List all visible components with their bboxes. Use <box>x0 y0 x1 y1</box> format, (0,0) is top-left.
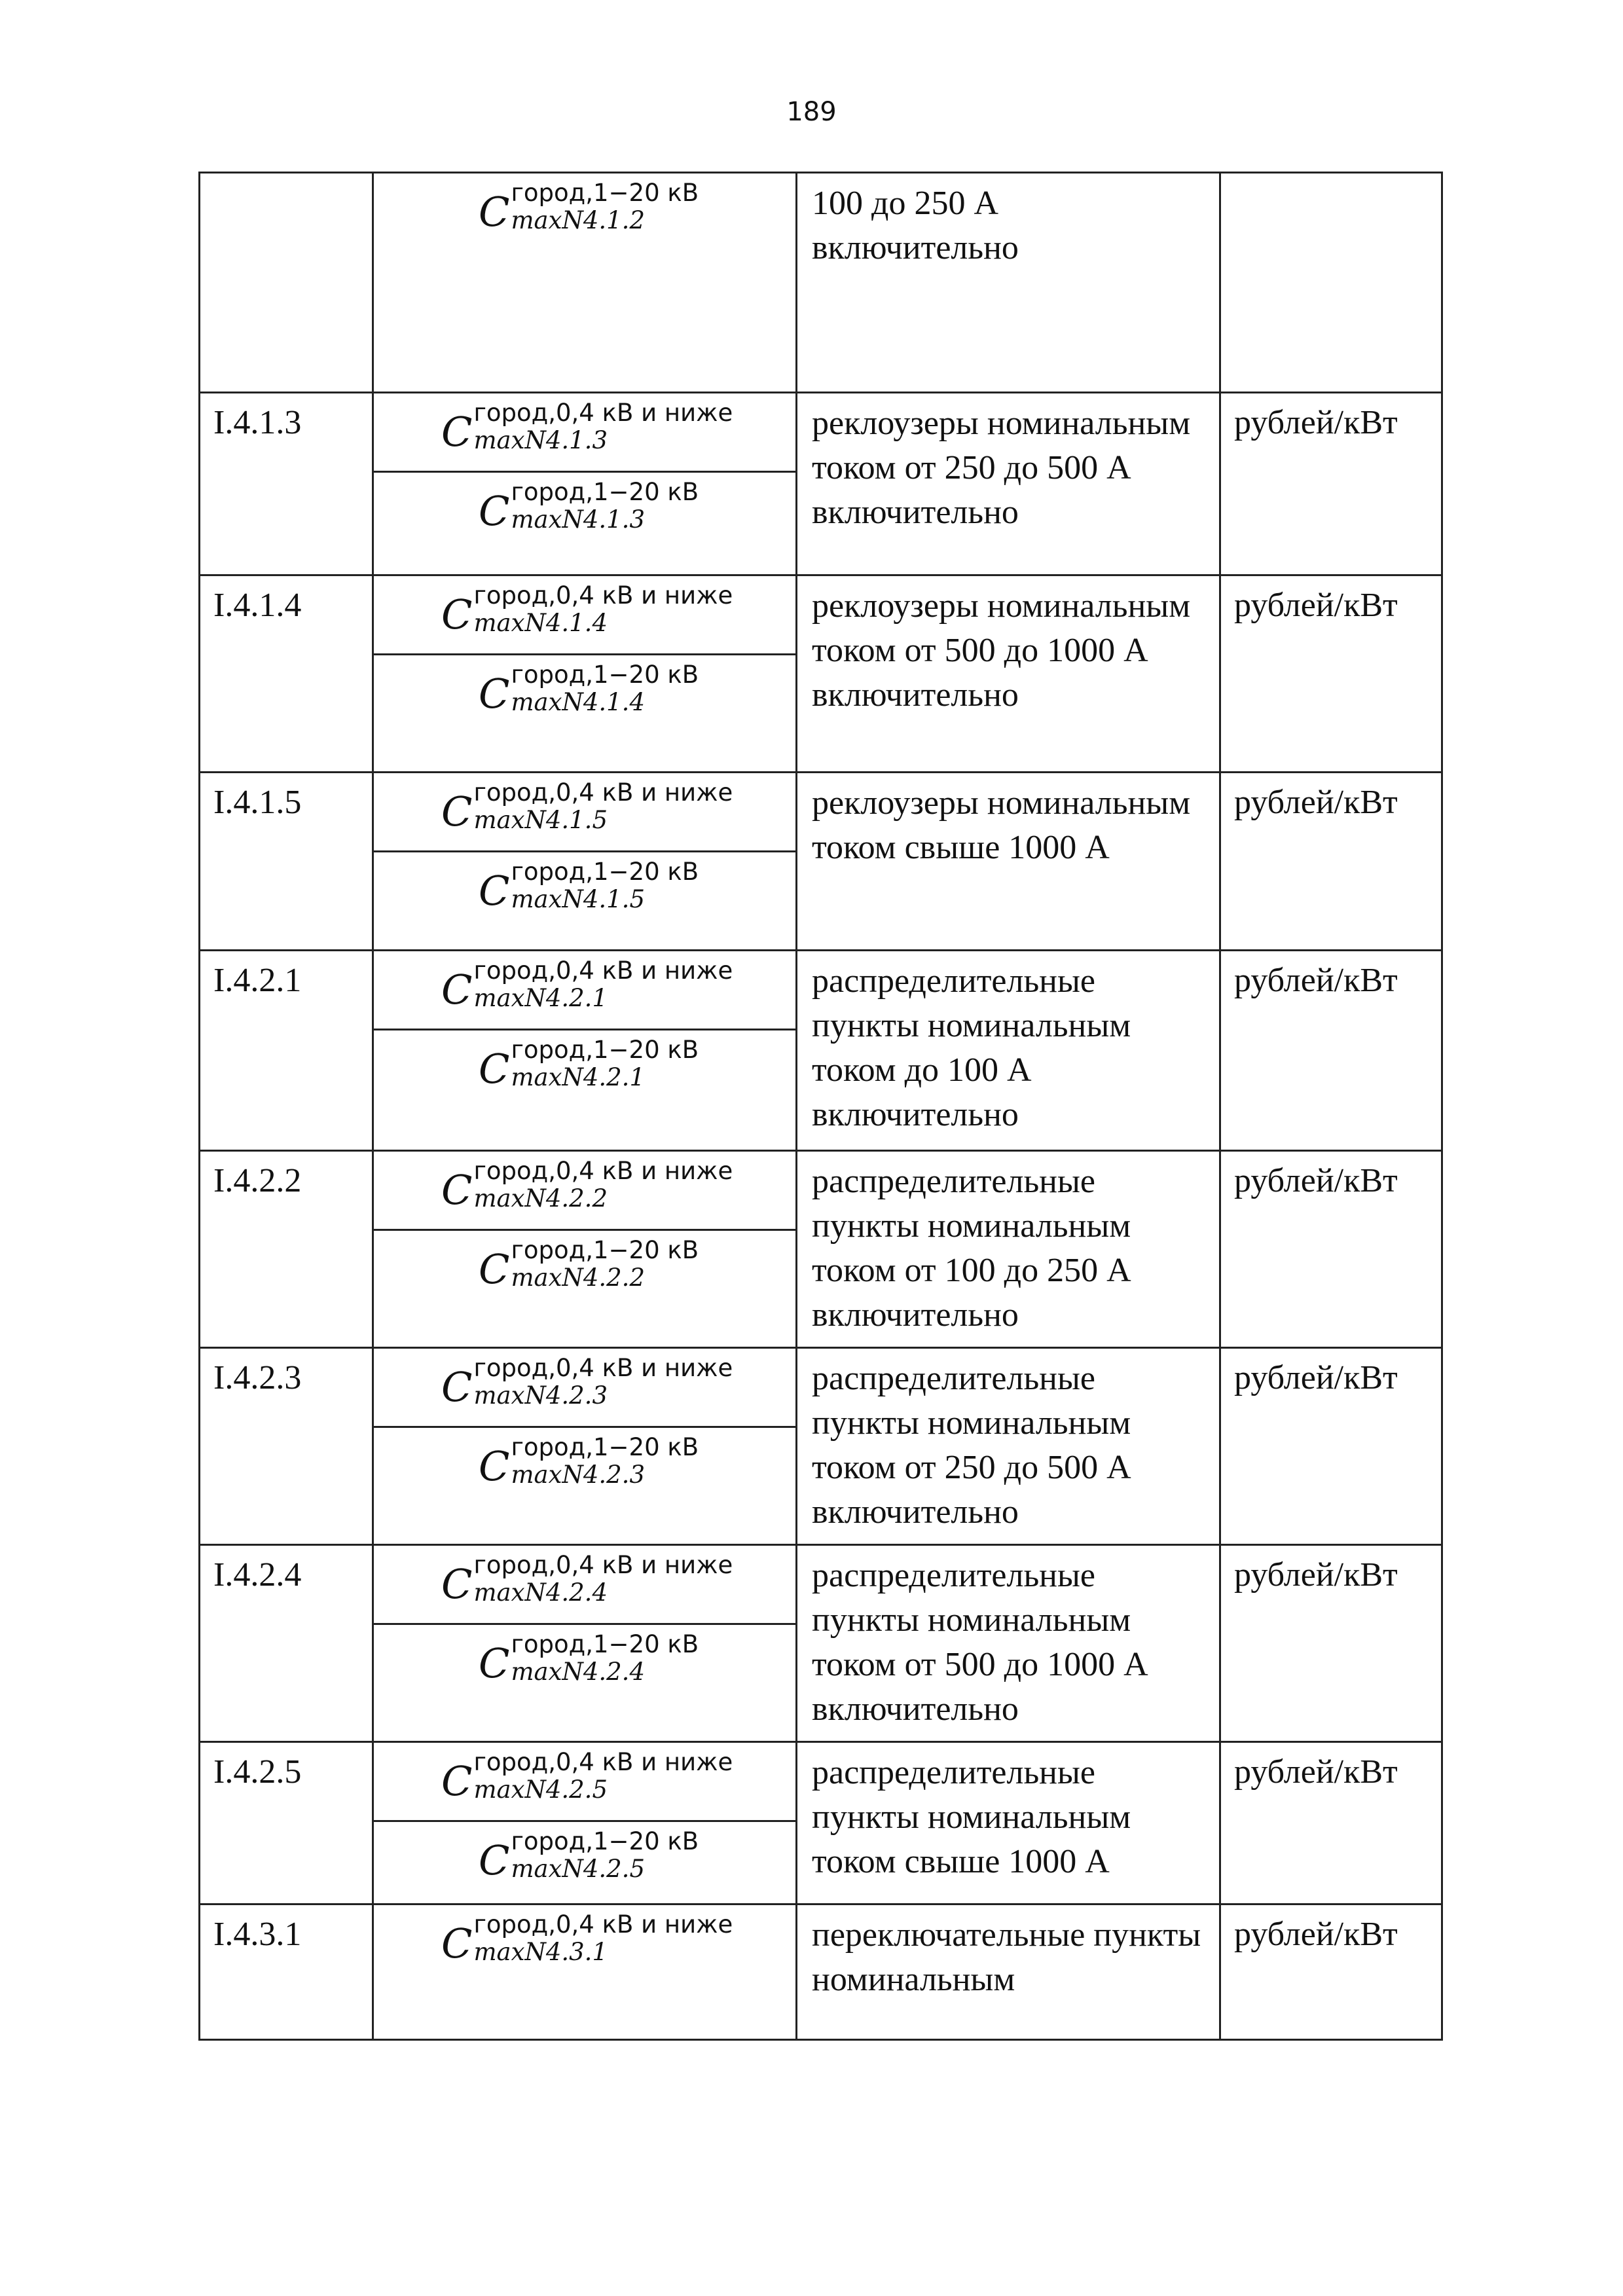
rate-symbol-low <box>441 399 733 456</box>
symbol-cell <box>373 1348 797 1545</box>
table-row <box>200 773 1442 951</box>
symbol-subscript: maxN4.1.2 <box>511 206 645 234</box>
unit-cell: рублей/кВт <box>1220 1742 1442 1904</box>
symbol-letter: C <box>479 670 510 718</box>
row-number-cell: I.4.2.4 <box>200 1545 373 1742</box>
symbol-low-voltage <box>374 773 795 852</box>
symbol-high-voltage <box>374 1625 795 1702</box>
symbol-letter: C <box>441 1920 473 1967</box>
symbol-letter: C <box>479 1442 510 1490</box>
symbol-low-voltage <box>374 1743 795 1822</box>
symbol-letter: C <box>441 966 473 1013</box>
description-cell: реклоузеры номинальным током свыше 1000 А <box>797 773 1220 951</box>
symbol-superscript: город,1−20 кВ <box>511 1630 699 1658</box>
symbol-superscript: город,0,4 кВ и ниже <box>473 1551 733 1579</box>
symbol-superscript: город,1−20 кВ <box>511 1827 699 1855</box>
symbol-superscript: город,0,4 кВ и ниже <box>473 1910 733 1939</box>
symbol-subscript: maxN4.3.1 <box>473 1938 608 1966</box>
symbol-superscript: город,0,4 кВ и ниже <box>473 1748 733 1776</box>
row-number-cell: I.4.2.3 <box>200 1348 373 1545</box>
symbol-letter: C <box>441 788 473 835</box>
symbol-letter: C <box>441 591 473 638</box>
symbol-superscript: город,0,4 кВ и ниже <box>473 581 733 610</box>
symbol-cell <box>373 773 797 951</box>
symbol-letter: C <box>479 487 510 535</box>
symbol-low-voltage <box>374 576 795 655</box>
symbol-superscript: город,1−20 кВ <box>511 1236 699 1264</box>
symbol-high-voltage <box>374 852 795 930</box>
symbol-subscript: maxN4.2.5 <box>511 1855 645 1883</box>
table-row <box>200 1348 1442 1545</box>
rate-symbol-low <box>441 581 733 638</box>
description-cell: распределительные пункты номинальным током от 100 до 250 А включительно <box>797 1151 1220 1348</box>
unit-cell: рублей/кВт <box>1220 1545 1442 1742</box>
unit-cell: рублей/кВт <box>1220 575 1442 773</box>
symbol-high-voltage <box>374 1030 795 1108</box>
rate-symbol-low <box>441 1354 733 1411</box>
symbol-low-voltage <box>374 393 795 473</box>
description-cell: распределительные пункты номинальным током от 500 до 1000 А включительно <box>797 1545 1220 1742</box>
symbol-low-voltage <box>374 1152 795 1231</box>
symbol-subscript: maxN4.1.3 <box>511 505 645 534</box>
symbol-letter: C <box>479 867 510 915</box>
symbol-letter: C <box>479 188 510 236</box>
symbol-subscript: maxN4.2.3 <box>473 1381 608 1410</box>
symbol-high-voltage <box>374 655 795 733</box>
symbol-letter: C <box>479 1639 510 1687</box>
rate-symbol-low <box>441 957 733 1013</box>
symbol-subscript: maxN4.1.5 <box>511 885 645 913</box>
symbol-high-voltage <box>374 1822 795 1899</box>
tariff-table <box>198 172 1443 2041</box>
table-row-last <box>200 1904 1442 2040</box>
symbol-subscript: maxN4.2.1 <box>511 1063 645 1091</box>
table-row <box>200 1545 1442 1742</box>
table-row-continuation <box>200 173 1442 393</box>
row-number-cell <box>200 173 373 393</box>
symbol-low-voltage <box>374 1546 795 1625</box>
row-number-cell: I.4.1.4 <box>200 575 373 773</box>
symbol-subscript: maxN4.1.5 <box>473 806 608 834</box>
rate-symbol-high <box>479 1236 699 1293</box>
row-number-cell: I.4.1.5 <box>200 773 373 951</box>
symbol-letter: C <box>441 1166 473 1214</box>
symbol-superscript: город,1−20 кВ <box>511 1433 699 1461</box>
symbol-cell <box>373 951 797 1151</box>
symbol-letter: C <box>479 1245 510 1293</box>
rate-symbol-high <box>479 478 699 535</box>
rate-symbol-high <box>479 661 699 718</box>
rate-symbol-high <box>479 1036 699 1093</box>
unit-cell: рублей/кВт <box>1220 1348 1442 1545</box>
rate-symbol-low <box>441 1551 733 1608</box>
unit-cell: рублей/кВт <box>1220 393 1442 575</box>
table-row <box>200 1151 1442 1348</box>
symbol-high-voltage <box>374 1231 795 1308</box>
description-cell: реклоузеры номинальным током от 250 до 500 А включительно <box>797 393 1220 575</box>
symbol-letter: C <box>441 408 473 456</box>
symbol-cell <box>373 393 797 575</box>
symbol-subscript: maxN4.2.3 <box>511 1461 645 1489</box>
description-cell: распределительные пункты номинальным током свыше 1000 А <box>797 1742 1220 1904</box>
symbol-superscript: город,0,4 кВ и ниже <box>473 1354 733 1382</box>
symbol-letter: C <box>441 1757 473 1805</box>
unit-cell: рублей/кВт <box>1220 951 1442 1151</box>
symbol-letter: C <box>441 1363 473 1411</box>
description-cell: переключательные пункты номинальным <box>797 1904 1220 2040</box>
description-cell: распределительные пункты номинальным током до 100 А включительно <box>797 951 1220 1151</box>
symbol-high-voltage <box>374 1428 795 1505</box>
table-row <box>200 951 1442 1151</box>
symbol-letter: C <box>479 1836 510 1884</box>
symbol-cell <box>373 1545 797 1742</box>
rate-symbol-low <box>441 1157 733 1214</box>
rate-symbol-low <box>441 1748 733 1805</box>
rate-symbol-high <box>479 179 699 236</box>
symbol-subscript: maxN4.2.4 <box>511 1658 645 1686</box>
unit-cell: рублей/кВт <box>1220 1904 1442 2040</box>
symbol-superscript: город,1−20 кВ <box>511 661 699 689</box>
table-row <box>200 1742 1442 1904</box>
description-cell: 100 до 250 А включительно <box>797 173 1220 393</box>
row-number-cell: I.4.2.1 <box>200 951 373 1151</box>
symbol-subscript: maxN4.1.4 <box>511 688 645 716</box>
rate-symbol-high <box>479 1433 699 1490</box>
symbol-superscript: город,0,4 кВ и ниже <box>473 399 733 427</box>
symbol-superscript: город,0,4 кВ и ниже <box>473 957 733 985</box>
row-number-cell: I.4.3.1 <box>200 1904 373 2040</box>
symbol-high-voltage <box>374 473 795 550</box>
symbol-superscript: город,1−20 кВ <box>511 179 699 207</box>
rate-symbol-high <box>479 858 699 915</box>
symbol-superscript: город,0,4 кВ и ниже <box>473 1157 733 1185</box>
rate-symbol-low <box>441 1910 733 1967</box>
symbol-superscript: город,0,4 кВ и ниже <box>473 778 733 807</box>
symbol-cell <box>373 575 797 773</box>
row-number-cell: I.4.1.3 <box>200 393 373 575</box>
unit-cell: рублей/кВт <box>1220 773 1442 951</box>
description-cell: распределительные пункты номинальным током от 250 до 500 А включительно <box>797 1348 1220 1545</box>
table-row <box>200 575 1442 773</box>
symbol-cell <box>373 1151 797 1348</box>
rate-symbol-high <box>479 1827 699 1884</box>
row-number-cell: I.4.2.5 <box>200 1742 373 1904</box>
symbol-superscript: город,1−20 кВ <box>511 1036 699 1064</box>
symbol-cell <box>373 173 797 393</box>
symbol-low-voltage <box>374 951 795 1030</box>
symbol-subscript: maxN4.2.2 <box>473 1184 608 1212</box>
symbol-low-voltage <box>374 1349 795 1428</box>
unit-cell: рублей/кВт <box>1220 1151 1442 1348</box>
symbol-subscript: maxN4.2.1 <box>473 984 608 1012</box>
page-number: 189 <box>786 97 837 127</box>
symbol-superscript: город,1−20 кВ <box>511 858 699 886</box>
symbol-letter: C <box>441 1560 473 1608</box>
symbol-subscript: maxN4.2.4 <box>473 1578 608 1607</box>
symbol-subscript: maxN4.1.3 <box>473 426 608 454</box>
table-row <box>200 393 1442 575</box>
symbol-subscript: maxN4.1.4 <box>473 609 608 637</box>
symbol-superscript: город,1−20 кВ <box>511 478 699 506</box>
rate-symbol-low <box>441 778 733 835</box>
symbol-cell <box>373 1742 797 1904</box>
symbol-cell <box>373 1904 797 2040</box>
symbol-letter: C <box>479 1045 510 1093</box>
description-cell: реклоузеры номинальным током от 500 до 1000 А включительно <box>797 575 1220 773</box>
row-number-cell: I.4.2.2 <box>200 1151 373 1348</box>
rate-symbol-high <box>479 1630 699 1687</box>
symbol-subscript: maxN4.2.2 <box>511 1264 645 1292</box>
unit-cell <box>1220 173 1442 393</box>
symbol-subscript: maxN4.2.5 <box>473 1776 608 1804</box>
